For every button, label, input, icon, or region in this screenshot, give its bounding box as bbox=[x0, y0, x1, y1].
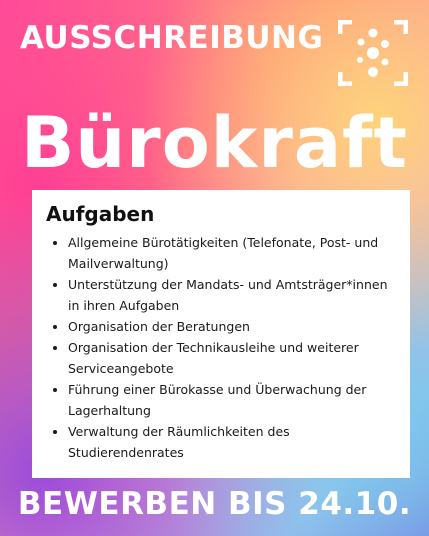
tasks-card bbox=[32, 190, 410, 478]
task-item: • Verwaltung der Räumlichkeiten des Studierendenrates bbox=[68, 421, 398, 463]
focus-dots-icon bbox=[338, 20, 408, 86]
tasks-heading: Aufgaben bbox=[46, 202, 155, 226]
task-item: • Organisation der Beratungen bbox=[68, 316, 398, 337]
task-item: • Organisation der Technikausleihe und weiterer Serviceangebote bbox=[68, 337, 398, 379]
position-title: Bürokraft bbox=[20, 102, 409, 184]
task-item: • Unterstützung der Mandats- und Amtsträger*innen in ihren Aufgaben bbox=[68, 274, 398, 316]
task-item: • Allgemeine Bürotätigkeiten (Telefonate, Post- und Mailverwaltung) bbox=[68, 232, 398, 274]
application-deadline: BEWERBEN BIS 24.10. bbox=[17, 486, 412, 522]
tasks-list bbox=[46, 232, 398, 463]
task-item: • Führung einer Bürokasse und Überwachung der Lagerhaltung bbox=[68, 379, 398, 421]
posting-type-label: AUSSCHREIBUNG bbox=[20, 20, 324, 56]
